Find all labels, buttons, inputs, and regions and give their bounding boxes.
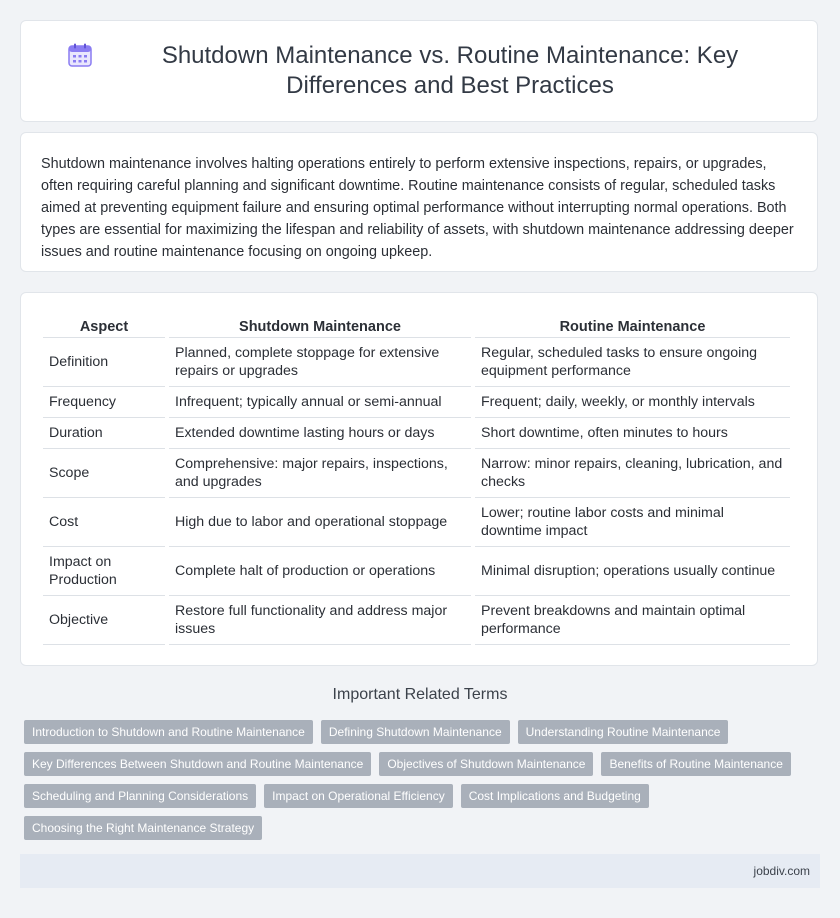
table-row <box>43 547 790 596</box>
row-routine-cell: Prevent breakdowns and maintain optimal performance <box>475 596 790 645</box>
related-term-tag[interactable]: Key Differences Between Shutdown and Routine Maintenance <box>24 752 371 776</box>
table-row <box>43 418 790 449</box>
related-term-tag[interactable]: Scheduling and Planning Considerations <box>24 784 256 808</box>
row-shutdown-cell: Infrequent; typically annual or semi-annual <box>169 387 471 418</box>
related-terms-list <box>24 720 824 840</box>
row-aspect-cell: Duration <box>43 418 165 449</box>
footer-site-link[interactable]: jobdiv.com <box>753 864 810 878</box>
row-aspect-cell: Scope <box>43 449 165 498</box>
related-term-tag[interactable]: Choosing the Right Maintenance Strategy <box>24 816 262 840</box>
row-routine-cell: Narrow: minor repairs, cleaning, lubrication, and checks <box>475 449 790 498</box>
table-row <box>43 449 790 498</box>
row-aspect-cell: Impact on Production <box>43 547 165 596</box>
column-header-aspect: Aspect <box>43 311 165 338</box>
column-header-shutdown: Shutdown Maintenance <box>169 311 471 338</box>
related-term-tag[interactable]: Understanding Routine Maintenance <box>518 720 729 744</box>
row-aspect-cell: Definition <box>43 338 165 387</box>
table-row <box>43 498 790 547</box>
table-row <box>43 387 790 418</box>
row-shutdown-cell: Comprehensive: major repairs, inspections, and upgrades <box>169 449 471 498</box>
row-routine-cell: Minimal disruption; operations usually continue <box>475 547 790 596</box>
row-routine-cell: Short downtime, often minutes to hours <box>475 418 790 449</box>
row-shutdown-cell: Complete halt of production or operations <box>169 547 471 596</box>
comparison-table <box>39 311 794 645</box>
row-shutdown-cell: Planned, complete stoppage for extensive repairs or upgrades <box>169 338 471 387</box>
row-shutdown-cell: Extended downtime lasting hours or days <box>169 418 471 449</box>
row-aspect-cell: Objective <box>43 596 165 645</box>
footer <box>20 854 820 888</box>
row-routine-cell: Lower; routine labor costs and minimal downtime impact <box>475 498 790 547</box>
row-aspect-cell: Cost <box>43 498 165 547</box>
row-shutdown-cell: High due to labor and operational stoppage <box>169 498 471 547</box>
intro-card <box>20 132 818 272</box>
table-row <box>43 338 790 387</box>
table-row <box>43 596 790 645</box>
calendar-icon <box>67 42 93 68</box>
row-shutdown-cell: Restore full functionality and address major issues <box>169 596 471 645</box>
header-card <box>20 20 818 122</box>
related-term-tag[interactable]: Introduction to Shutdown and Routine Maintenance <box>24 720 313 744</box>
comparison-card <box>20 292 818 666</box>
related-term-tag[interactable]: Cost Implications and Budgeting <box>461 784 649 808</box>
row-routine-cell: Frequent; daily, weekly, or monthly intervals <box>475 387 790 418</box>
related-term-tag[interactable]: Defining Shutdown Maintenance <box>321 720 510 744</box>
intro-paragraph: Shutdown maintenance involves halting operations entirely to perform extensive inspections, repairs, or upgrades, often requiring careful planning and significant downtime. Routine maintenance consists of regular, scheduled tasks aimed at preventing equipment failure and ensuring optimal performance without interrupting normal operations. Both types are essential for maximizing the lifespan and reliability of assets, with shutdown maintenance addressing deeper issues and routine maintenance focusing on ongoing upkeep. <box>41 156 794 260</box>
table-header-row <box>43 311 790 338</box>
related-term-tag[interactable]: Benefits of Routine Maintenance <box>601 752 790 776</box>
row-aspect-cell: Frequency <box>43 387 165 418</box>
column-header-routine: Routine Maintenance <box>475 311 790 338</box>
related-term-tag[interactable]: Impact on Operational Efficiency <box>264 784 453 808</box>
related-term-tag[interactable]: Objectives of Shutdown Maintenance <box>379 752 593 776</box>
row-routine-cell: Regular, scheduled tasks to ensure ongoing equipment performance <box>475 338 790 387</box>
page-title: Shutdown Maintenance vs. Routine Maintenance: Key Differences and Best Practices <box>161 42 739 99</box>
related-terms-title: Important Related Terms <box>332 686 508 703</box>
